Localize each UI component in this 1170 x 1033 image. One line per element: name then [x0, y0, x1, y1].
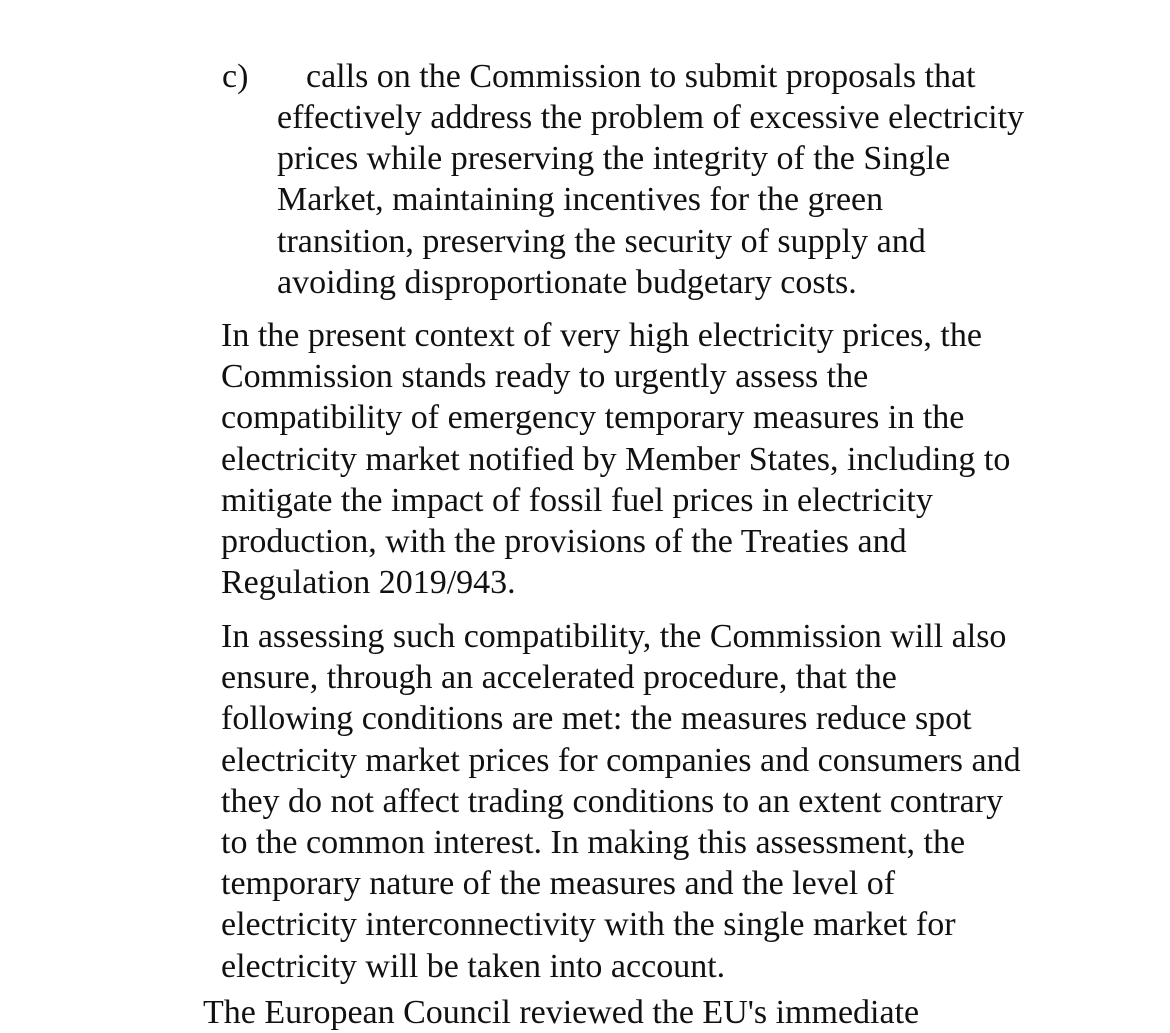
list-item-c-text [277, 97, 1024, 303]
paragraph-line: electricity market notified by Member States, including to [221, 440, 1011, 478]
paragraph-line: following conditions are met: the measures reduce spot [221, 700, 972, 738]
paragraph-line: In the present context of very high electricity prices, the [221, 317, 982, 354]
paragraph-line: production, with the provisions of the Treaties and [221, 523, 907, 561]
paragraph-line: to the common interest. In making this assessment, the [221, 824, 966, 862]
paragraph-line: mitigate the impact of fossil fuel prices in electricity [221, 481, 933, 519]
paragraph-assessment [221, 616, 1021, 987]
paragraph-line: electricity market prices for companies and consumers and [221, 741, 1021, 779]
paragraph-line: Regulation 2019/943. [221, 564, 516, 602]
paragraph-line: The European Council reviewed the EU's immediate [203, 994, 920, 1031]
list-item-c-line: transition, preserving the security of supply and [277, 222, 926, 260]
paragraph-context [221, 315, 1010, 603]
list-item-marker: c) [222, 58, 249, 95]
paragraph-line: electricity interconnectivity with the single market for [221, 906, 956, 944]
paragraph-line: compatibility of emergency temporary measures in the [221, 399, 965, 437]
paragraph-line: temporary nature of the measures and the level of [221, 865, 896, 903]
paragraph-line: they do not affect trading conditions to an extent contrary [221, 782, 1004, 820]
list-item-c-line: avoiding disproportionate budgetary costs. [277, 263, 857, 301]
paragraph-partial-cutoff [203, 992, 919, 1033]
list-item-c-line: Market, maintaining incentives for the green [277, 181, 884, 219]
paragraph-line: Commission stands ready to urgently assess the [221, 358, 869, 396]
paragraph-line: electricity will be taken into account. [221, 947, 726, 985]
paragraph-line: In assessing such compatibility, the Commission will also [221, 618, 1007, 655]
paragraph-line: ensure, through an accelerated procedure, that the [221, 659, 897, 697]
list-item-c-line-1: calls on the Commission to submit proposals that [306, 58, 976, 95]
list-item-c-line: prices while preserving the integrity of the Single [277, 140, 951, 178]
list-item-c-line: effectively address the problem of excessive electricity [277, 99, 1025, 136]
